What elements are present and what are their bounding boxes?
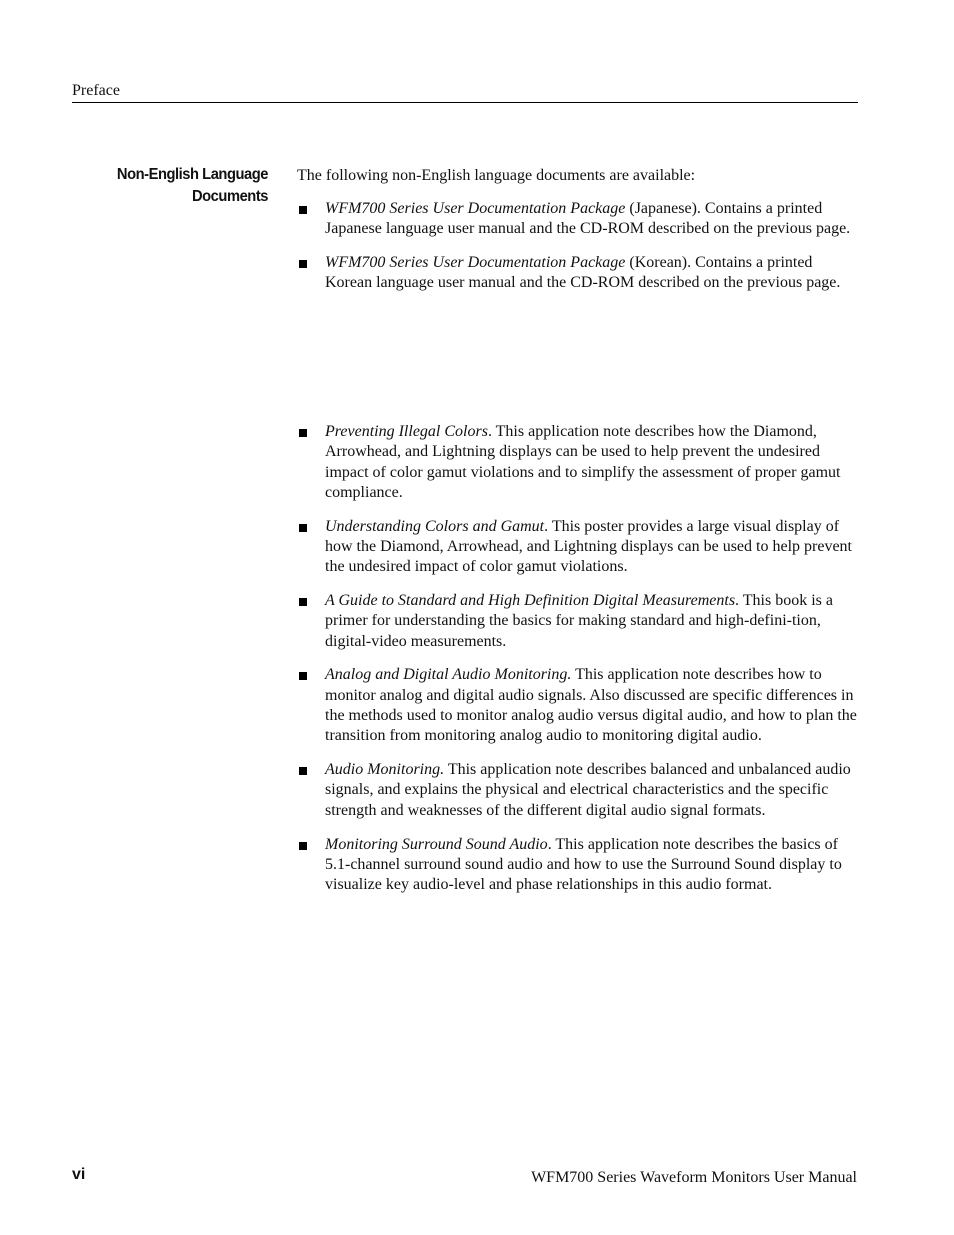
list-item <box>297 835 861 896</box>
bullet-square-icon <box>299 672 307 680</box>
bullet-square-icon <box>299 206 307 214</box>
bullet-square-icon <box>299 260 307 268</box>
doc-title: Analog and Digital Audio Monitoring. <box>325 666 572 684</box>
bullet-square-icon <box>299 598 307 606</box>
header-rule <box>72 102 858 103</box>
doc-description: . This application note describes how the Diamond, Arrowhead, and Lightning displays can be used to help prevent the undesired impact of color gamut violations and to simplify the assessment of proper gamut compliance. <box>325 423 841 501</box>
doc-description: . This poster provides a large visual display of how the Diamond, Arrowhead, and Lightning displays can be used to help prevent the undesired impact of color gamut violations. <box>325 517 852 576</box>
doc-title: Audio Monitoring. <box>325 761 445 779</box>
bullet-square-icon <box>299 429 307 437</box>
list-item <box>297 199 861 240</box>
list-item <box>297 517 861 578</box>
bullet-square-icon <box>299 767 307 775</box>
doc-description: . This application note describes the basics of 5.1-channel surround sound audio and how to use the Surround Sound display to visualize key audio-level and phase relationships in this audio format. <box>325 835 842 894</box>
bullet-square-icon <box>299 524 307 532</box>
list-item <box>297 253 861 294</box>
language-documents-list <box>297 199 861 307</box>
doc-description: (Japanese). Contains a printed Japanese language user manual and the CD-ROM described on the previous page. <box>325 200 851 238</box>
application-notes-list <box>297 422 861 909</box>
list-item <box>297 760 861 821</box>
doc-title: A Guide to Standard and High Definition Digital Measurements <box>325 592 736 610</box>
doc-description: . This book is a primer for understanding the basics for making standard and high-defini-tion, digital-video measurements. <box>325 592 833 650</box>
doc-title: WFM700 Series User Documentation Package <box>325 200 626 217</box>
doc-description: This application note describes how to monitor analog and digital audio signals. Also discussed are specific differences in the methods used to monitor analog audio versus digital audio, and how to plan the transition from monitoring analog audio to monitoring digital audio. <box>325 666 857 745</box>
section-heading-line2: Documents <box>191 188 268 205</box>
bullet-square-icon <box>299 842 307 850</box>
doc-description: (Korean). Contains a printed Korean language user manual and the CD-ROM described on the previous page. <box>325 254 841 292</box>
intro-paragraph: The following non-English language documents are available: <box>297 167 696 184</box>
doc-title: Preventing Illegal Colors <box>325 423 488 440</box>
page-number: vi <box>72 1166 86 1183</box>
running-header: Preface <box>72 82 120 99</box>
section-heading-line1: Non-English Language <box>116 166 268 183</box>
manual-title: WFM700 Series Waveform Monitors User Manual <box>531 1169 857 1186</box>
doc-title: WFM700 Series User Documentation Package <box>325 254 626 272</box>
section-heading <box>88 164 268 208</box>
doc-title: Monitoring Surround Sound Audio <box>325 835 548 853</box>
list-item <box>297 422 861 503</box>
doc-title: Understanding Colors and Gamut <box>325 517 545 535</box>
list-item <box>297 665 861 746</box>
list-item <box>297 591 861 652</box>
doc-description: This application note describes balanced and unbalanced audio signals, and explains the physical and electrical characteristics and the specific strength and weaknesses of the different digital audio signal formats. <box>325 761 851 819</box>
